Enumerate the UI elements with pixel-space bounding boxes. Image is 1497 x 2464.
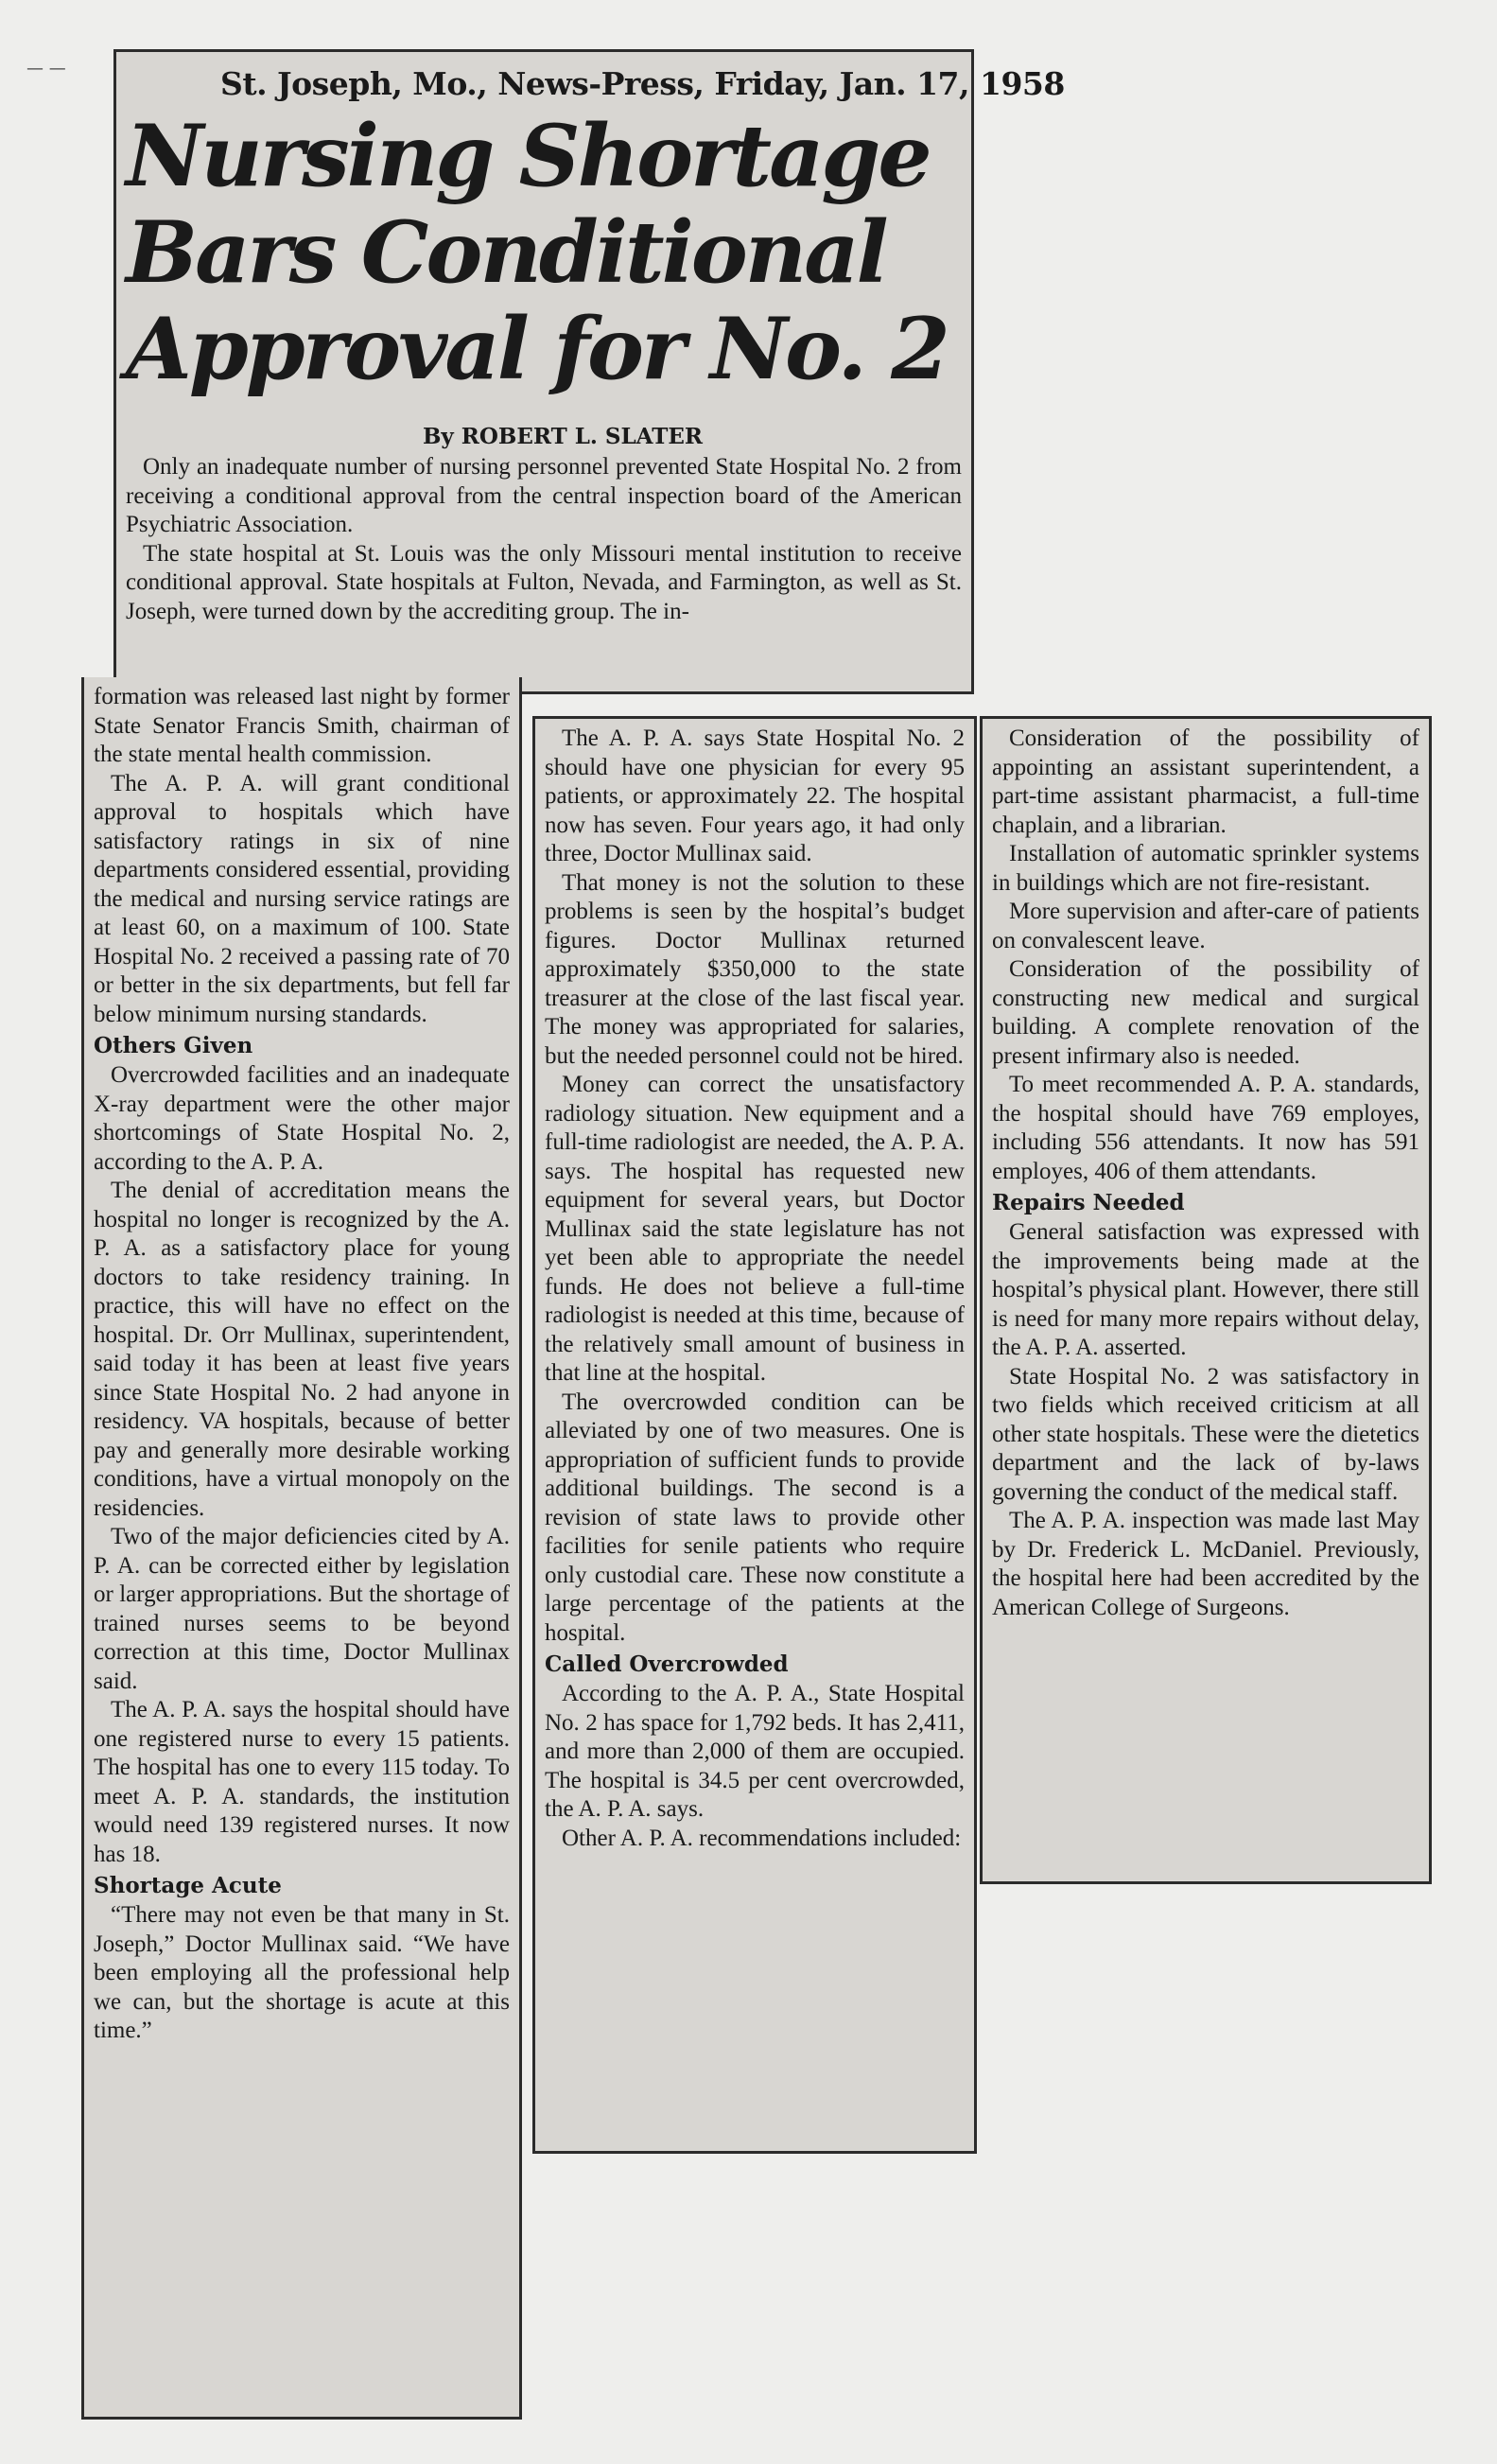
subheading: Called Overcrowded xyxy=(545,1651,789,1677)
article-paragraph: The A. P. A. inspection was made last May by Dr. Frederick L. McDaniel. Previously, the hospital here had been accredited by the American College of Surgeons. xyxy=(992,1508,1419,1620)
article-paragraph: The A. P. A. will grant conditional approval to hospitals which have satisfactory ratings in six of nine departments considered essential, providing the medical and nursing service ratings are at least 60, on a maximum of 100. State Hospital No. 2 received a passing rate of 70 or better in the six departments, but fell far below minimum nursing standards. xyxy=(94,770,510,1027)
intro-paragraph: The state hospital at St. Louis was the only Missouri mental institution to receive conditional approval. State hospitals at Fulton, Nevada, and Farmington, as well as St. Joseph, were turned down by the accrediting group. The in- xyxy=(126,540,962,624)
article-paragraph: Money can correct the unsatisfactory radiology situation. New equipment and a full-time radiologist are needed, the A. P. A. says. The hospital has requested new equipment for several years, but Doctor Mullinax said the state legislature has not yet been able to appropriate the needel funds. He does not believe a full-time radiologist is needed at this time, because of the relatively small amount of business in that line at the hospital. xyxy=(545,1072,965,1386)
article-paragraph: Installation of automatic sprinkler systems in buildings which are not fire-resistant. xyxy=(992,841,1419,896)
article-paragraph: “There may not even be that many in St. Joseph,” Doctor Mullinax said. “We have been employing all the professional help we can, but the shortage is acute at this time.” xyxy=(94,1902,510,2043)
clipping-header xyxy=(113,49,1065,694)
article-paragraph: According to the A. P. A., State Hospital No. 2 has space for 1,792 beds. It has 2,411, and more than 2,000 of them are occupied. The hospital is 34.5 per cent overcrowded, the A. P. A. says. xyxy=(545,1681,965,1822)
margin-tick: — — xyxy=(26,59,66,79)
article-paragraph: Consideration of the possibility of appointing an assistant superintendent, a part-time assistant pharmacist, a full-time chaplain, and a librarian. xyxy=(992,725,1419,838)
article-paragraph: Two of the major deficiencies cited by A. P. A. can be corrected either by legislation or larger appropriations. But the shortage of trained nurses seems to be beyond correction at this time, Doctor Mullinax said. xyxy=(94,1524,510,1694)
article-paragraph: To meet recommended A. P. A. standards, the hospital should have 769 employes, including 556 attendants. It now has 591 employes, 406 of them attendants. xyxy=(992,1072,1419,1184)
subheading: Others Given xyxy=(94,1033,253,1058)
headline xyxy=(126,108,962,397)
article-paragraph: More supervision and after-care of patients on convalescent leave. xyxy=(992,899,1419,953)
article-paragraph: General satisfaction was expressed with the improvements being made at the hospital’s physical plant. However, there still is need for many more repairs without delay, the A. P. A. asserted. xyxy=(992,1219,1419,1360)
article-paragraph: Consideration of the possibility of constructing new medical and surgical building. A complete renovation of the present infirmary also is needed. xyxy=(992,956,1419,1069)
article-paragraph: Other A. P. A. recommendations included: xyxy=(562,1825,962,1851)
subheading: Shortage Acute xyxy=(94,1873,282,1898)
article-column-3 xyxy=(980,716,1432,1884)
headline-line: Approval for No. 2 xyxy=(126,299,948,399)
byline: By ROBERT L. SLATER xyxy=(422,424,704,449)
article-column-2 xyxy=(532,716,977,2154)
article-paragraph: The A. P. A. says State Hospital No. 2 should have one physician for every 95 patients, or approximately 22. The hospital now has seven. Four years ago, it had only three, Doctor Mullinax said. xyxy=(545,725,965,866)
headline-line: Nursing Shortage xyxy=(126,106,930,206)
article-paragraph: The denial of accreditation means the hospital no longer is recognized by the A. P. A. as a satisfactory place for young doctors to take residency training. In practice, this will have no effect on the hospital. Dr. Orr Mullinax, superintendent, said today it has been at least five years since State Hospital No. 2 had anyone in residency. VA hospitals, because of better pay and generally more desirable working conditions, have a virtual monopoly on the residencies. xyxy=(94,1178,510,1521)
article-paragraph: State Hospital No. 2 was satisfactory in two fields which received criticism at all other state hospitals. These were the dietetics department and the lack of by-laws governing the conduct of the medical staff. xyxy=(992,1363,1419,1505)
article-column-1 xyxy=(81,677,522,2420)
headline-line: Bars Conditional xyxy=(126,202,886,303)
article-paragraph: formation was released last night by former State Senator Francis Smith, chairman of the state mental health commission. xyxy=(94,684,510,767)
article-paragraph: The overcrowded condition can be alleviated by one of two measures. One is appropriation of sufficient funds to provide additional buildings. The second is a revision of state laws to provide other facilities for senile patients who require only custodial care. These now constitute a large percentage of the patients at the hospital. xyxy=(545,1389,965,1646)
article-paragraph: Overcrowded facilities and an inadequate X-ray department were the other major shortcomings of State Hospital No. 2, according to the A. P. A. xyxy=(94,1062,510,1175)
article-paragraph: That money is not the solution to these problems is seen by the hospital’s budget figures. Doctor Mullinax returned approximately $350,000 to the state treasurer at the close of the last fiscal year. The money was appropriated for salaries, but the needed personnel could not be hired. xyxy=(545,869,965,1069)
intro-paragraph: Only an inadequate number of nursing personnel prevented State Hospital No. 2 from receiving a conditional approval from the central inspection board of the American Psychiatric Association. xyxy=(126,454,962,537)
dateline: St. Joseph, Mo., News-Press, Friday, Jan. 17, 1958 xyxy=(220,65,1065,102)
subheading: Repairs Needed xyxy=(992,1190,1185,1215)
article-paragraph: The A. P. A. says the hospital should have one registered nurse to every 15 patients. The hospital has one to every 115 today. To meet A. P. A. standards, the institution would need 139 registered nurses. It now has 18. xyxy=(94,1697,510,1867)
